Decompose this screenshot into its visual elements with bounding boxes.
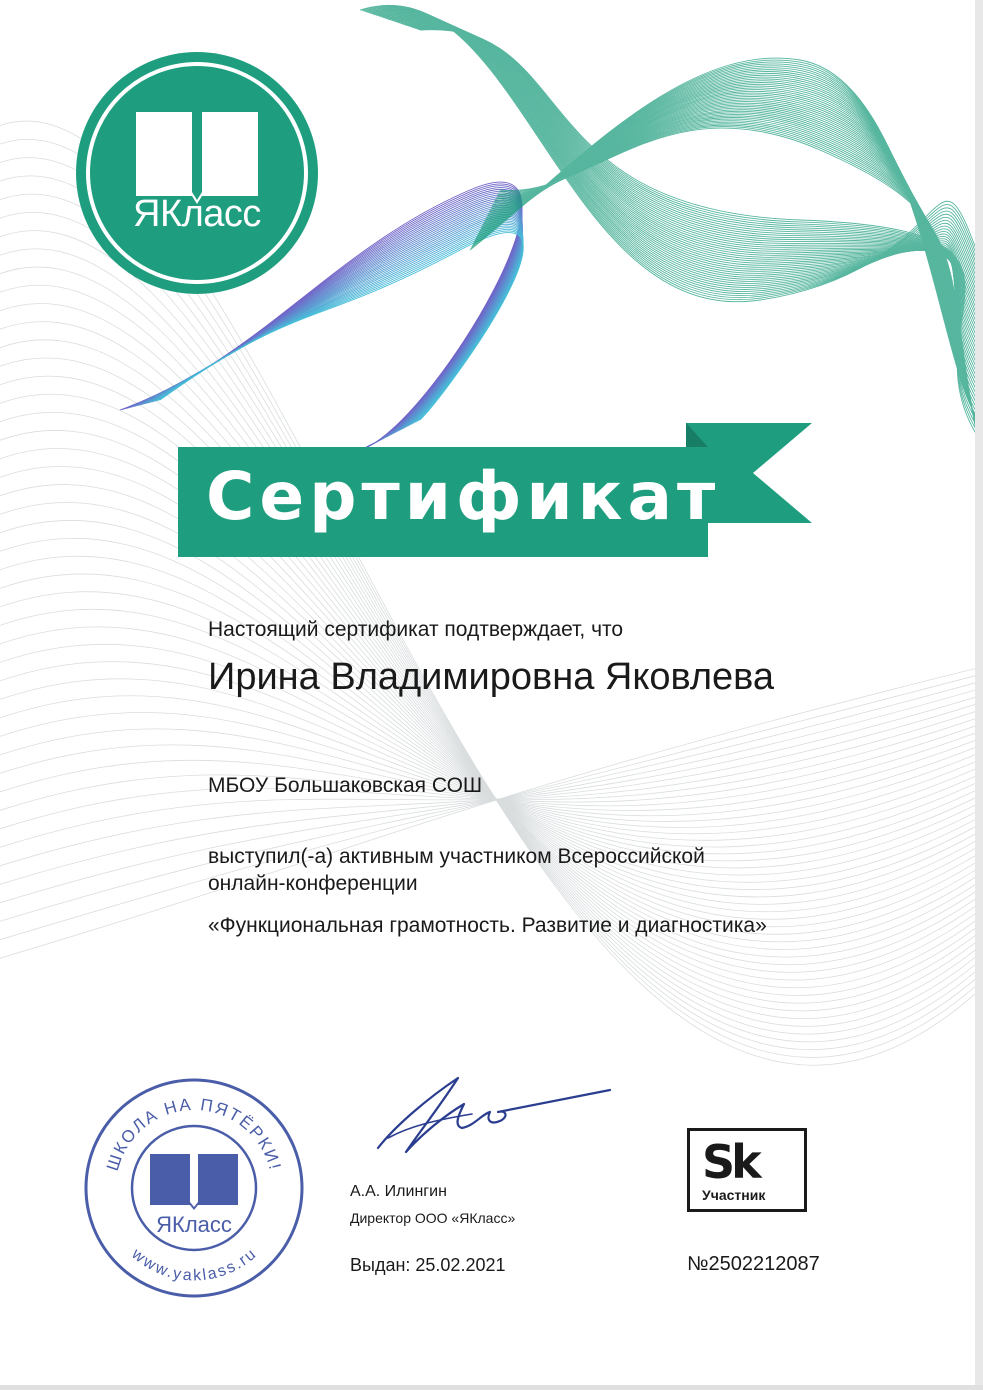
page-edge-shadow — [975, 0, 983, 1390]
certificate-number: №2502212087 — [687, 1253, 820, 1275]
yaklass-logo — [74, 50, 320, 296]
handwritten-signature — [340, 1068, 620, 1178]
stamp-book-icon — [150, 1154, 238, 1210]
stamp-url-text: www.yaklass.ru — [128, 1245, 260, 1285]
intro-text: Настоящий сертификат подтверждает, что — [208, 618, 624, 641]
conference-title: «Функциональная грамотность. Развитие и диагностика» — [208, 914, 767, 937]
skolkovo-participant-badge — [687, 1128, 807, 1212]
participant-label: Участник — [702, 1187, 766, 1203]
certificate-title: Сертификат — [206, 458, 721, 535]
logo-brand-text: ЯКласс — [133, 193, 261, 235]
stamp-brand-text: ЯКласс — [156, 1212, 232, 1237]
signer-name: А.А. Илингин — [350, 1183, 447, 1200]
recipient-name: Ирина Владимировна Яковлева — [208, 656, 775, 698]
description-line-1: выступил(-а) активным участником Всероссийской — [208, 845, 705, 868]
signer-role: Директор ООО «ЯКласс» — [350, 1210, 516, 1226]
issue-date: Выдан: 25.02.2021 — [350, 1255, 506, 1275]
skolkovo-logo: Sk — [702, 1135, 758, 1189]
stamp-top-text: ШКОЛА НА ПЯТЁРКИ! — [102, 1094, 285, 1174]
school-stamp — [82, 1076, 306, 1300]
description-line-2: онлайн-конференции — [208, 872, 418, 895]
svg-text:ШКОЛА НА ПЯТЁРКИ! — [103, 1095, 285, 1173]
organization-name: МБОУ Большаковская СОШ — [208, 774, 483, 797]
page-bottom-shadow — [0, 1385, 983, 1390]
